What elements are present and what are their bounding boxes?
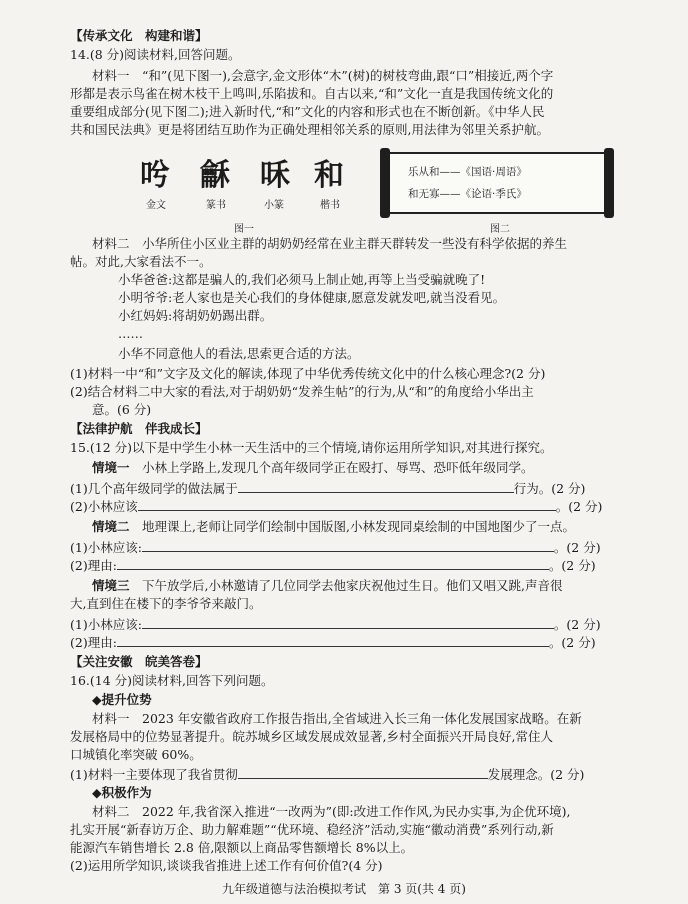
scroll-line2: 和无寡——《论语·季氏》 xyxy=(408,188,527,200)
q16-q1-text: (1)材料一主要体现了我省贯彻 xyxy=(70,767,238,782)
q16-material1-line1: 材料一 2023 年安徽省政府工作报告指出,全省域进入长三角一体化发展国家战略。在新 xyxy=(92,711,582,726)
figure1-caption: 图一 xyxy=(234,224,254,235)
q15-scene3-q2 xyxy=(70,634,666,651)
scene2-text: 地理课上,老师让同学们绘制中国版图,小林发现同桌绘制的中国地图少了一点。 xyxy=(129,519,575,534)
q15-scene3-line2: 大,直到住在楼下的李爷爷来敲门。 xyxy=(70,596,262,611)
glyph-jinwen: 𠯋 xyxy=(140,158,171,193)
q14-sub2-line1: (2)结合材料二中大家的看法,对于胡奶奶“发养生帖”的行为,从“和”的角度给小华出主 xyxy=(70,384,534,399)
scroll-figure xyxy=(386,152,608,214)
q14-heading: 14.(8 分)阅读材料,回答问题。 xyxy=(70,47,241,62)
glyph-xiaozhuan: 咊 xyxy=(260,158,291,193)
scene1-q1-tail: 行为。(2 分) xyxy=(513,481,586,496)
q16-material2-line1: 材料二 2022 年,我省深入推进“一改两为”(即:改进工作作风,为民办实事,为企优环境), xyxy=(92,804,571,819)
glyph-label-kaishu: 楷书 xyxy=(320,200,340,211)
page-footer: 九年级道德与法治模拟考试 第 3 页(共 4 页) xyxy=(222,882,466,896)
q16-topic1: ◆提升位势 xyxy=(92,692,152,707)
q16-q2: (2)运用所学知识,谈谈我省推进上述工作有何价值?(4 分) xyxy=(70,858,383,873)
q15-scene1-q2 xyxy=(70,498,666,515)
q14-sub2-line2: 意。(6 分) xyxy=(92,402,152,417)
glyph-label-zhuanshu: 篆书 xyxy=(206,200,226,211)
q14-material1-line4: 共和国民法典》更是将团结互助作为正确处理相邻关系的原则,用法律为邻里关系护航。 xyxy=(70,122,549,137)
q15-scene1 xyxy=(92,460,666,476)
scene2-q2-tail: 。(2 分) xyxy=(548,558,596,573)
scene3-text-a: 下午放学后,小林邀请了几位同学去他家庆祝他过生日。他们又唱又跳,声音很 xyxy=(129,578,563,593)
scene1-text: 小林上学路上,发现几个高年级同学正在殴打、辱骂、恐吓低年级同学。 xyxy=(129,460,534,475)
section-heading-anhui: 【关注安徽 皖美答卷】 xyxy=(70,654,208,669)
scene2-q1-tail: 。(2 分) xyxy=(553,540,601,555)
q16-material2-line2: 扎实开展“新春访万企、助力解难题”“优环境、稳经济”活动,实施“徽动消费”系列行动,新 xyxy=(70,822,554,837)
scroll-rod-right xyxy=(604,148,614,218)
glyph-label-jinwen: 金文 xyxy=(146,200,166,211)
scene1-q2-text: (2)小林应该 xyxy=(70,499,138,514)
scene3-q1-text: (1)小林应该: xyxy=(70,617,142,632)
scene2-q1-blank[interactable] xyxy=(142,539,554,552)
q14-sub1: (1)材料一中“和”文字及文化的解读,体现了中华优秀传统文化中的什么核心理念?(2 分) xyxy=(70,366,546,381)
q14-material1-line1: 材料一 “和”(见下图一),会意字,金文形体“木”(树)的树枝弯曲,跟“口”相接近,两个字 xyxy=(92,68,554,83)
q15-scene2 xyxy=(92,519,666,535)
dialog-line5: 小华不同意他人的看法,思索更合适的方法。 xyxy=(118,346,360,361)
q16-q1-tail: 发展理念。(2 分) xyxy=(487,767,585,782)
figure2-caption: 图二 xyxy=(490,224,510,235)
scene3-q2-text: (2)理由: xyxy=(70,635,117,650)
q14-material2-line2: 帖。对此,大家看法不一。 xyxy=(70,254,212,269)
q15-scene2-q2 xyxy=(70,557,666,574)
glyph-kaishu: 和 xyxy=(314,158,345,193)
scene1-q2-blank[interactable] xyxy=(138,498,556,511)
q14-figures xyxy=(92,150,652,235)
scroll-line1: 乐从和——《国语·周语》 xyxy=(408,166,527,178)
q14-material2-line1: 材料二 小华所住小区业主群的胡奶奶经常在业主群天群转发一些没有科学依据的养生 xyxy=(92,236,568,251)
scene3-q1-blank[interactable] xyxy=(142,616,554,629)
section-heading-law: 【法律护航 伴我成长】 xyxy=(70,421,208,436)
dialog-line3: 小红妈妈:将胡奶奶踢出群。 xyxy=(118,308,273,323)
scene2-label: 情境二 xyxy=(92,519,130,534)
scroll-rod-left xyxy=(380,148,390,218)
q16-q1 xyxy=(70,766,666,783)
q15-scene3-line1 xyxy=(92,578,666,594)
q16-q1-blank[interactable] xyxy=(238,766,488,779)
dialog-line1: 小华爸爸:这都是骗人的,我们必须马上制止她,再等上当受骗就晚了! xyxy=(118,272,486,287)
q16-material1-line2: 发展格局中的位势显著提升。皖苏城乡区域发展成效显著,乡村全面振兴开局良好,常住人 xyxy=(70,729,553,744)
q16-heading: 16.(14 分)阅读材料,回答下列问题。 xyxy=(70,673,274,688)
scene1-q2-tail: 。(2 分) xyxy=(555,499,603,514)
scene3-q2-blank[interactable] xyxy=(117,634,549,647)
scene3-q2-tail: 。(2 分) xyxy=(548,635,596,650)
section-heading-culture: 【传承文化 构建和谐】 xyxy=(70,28,208,43)
q15-scene1-q1 xyxy=(70,480,666,497)
q15-heading: 15.(12 分)以下是中学生小林一天生活中的三个情境,请你运用所学知识,对其进行探究。 xyxy=(70,440,553,455)
q16-material1-line3: 口城镇化率突破 60%。 xyxy=(70,747,202,762)
scene3-label: 情境三 xyxy=(92,578,130,593)
scene3-q1-tail: 。(2 分) xyxy=(553,617,601,632)
scene2-q2-text: (2)理由: xyxy=(70,558,117,573)
q16-material2-line3: 能源汽车销售增长 2.8 倍,限额以上商品零售额增长 8%以上。 xyxy=(70,840,414,855)
q15-scene3-q1 xyxy=(70,616,666,633)
q14-material1-line3: 重要组成部分(见下图二);进入新时代,“和”文化的内容和形式也在不断创新。《中华人民 xyxy=(70,104,545,119)
scene2-q2-blank[interactable] xyxy=(117,557,549,570)
q15-scene2-q1 xyxy=(70,539,666,556)
q16-topic2: ◆积极作为 xyxy=(92,785,152,800)
glyph-label-xiaozhuan: 小篆 xyxy=(264,200,284,211)
q14-material1-line2: 形都是表示鸟雀在树木枝干上鸣叫,乐陷拔和。自古以来,“和”文化一直是我国传统文化的 xyxy=(70,86,554,101)
dialog-line2: 小明爷爷:老人家也是关心我们的身体健康,愿意发就发吧,就当没看见。 xyxy=(118,290,506,305)
glyph-zhuanshu: 龢 xyxy=(200,158,231,193)
scene1-q1-text: (1)几个高年级同学的做法属于 xyxy=(70,481,238,496)
scene1-q1-blank[interactable] xyxy=(238,480,514,493)
scene2-q1-text: (1)小林应该: xyxy=(70,540,142,555)
scene1-label: 情境一 xyxy=(92,460,130,475)
dialog-ellipsis: …… xyxy=(118,326,143,341)
